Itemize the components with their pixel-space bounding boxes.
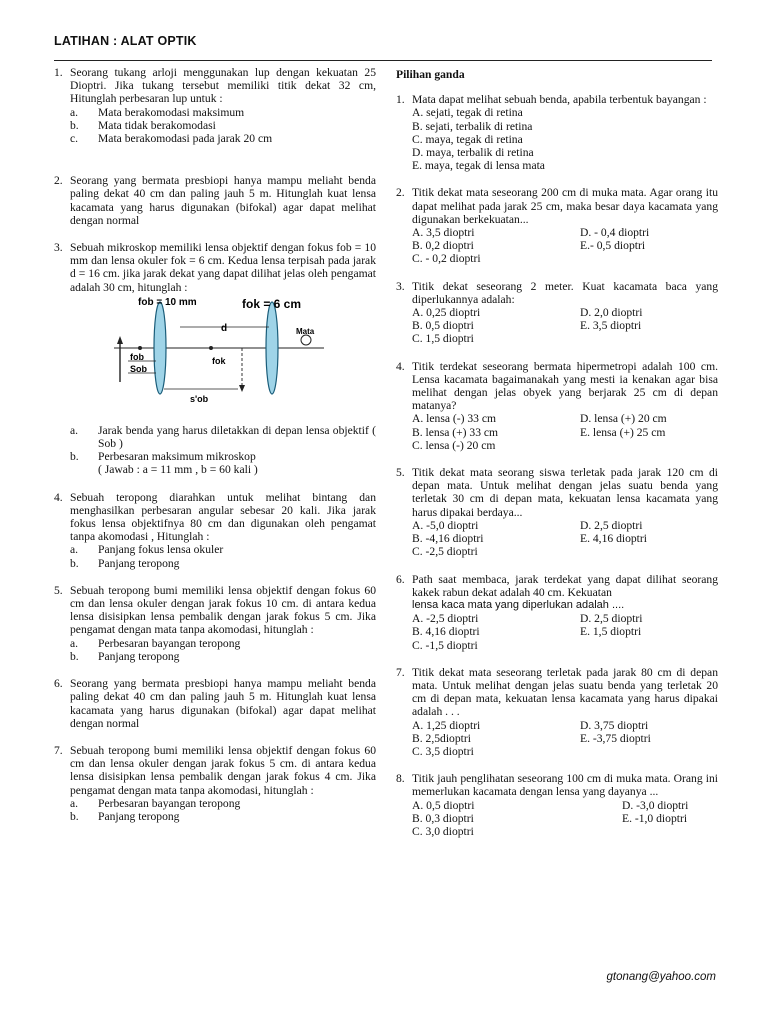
sub-label: b. [70,556,79,570]
microscope-diagram [114,296,334,412]
mc-question-6 [396,573,718,652]
question-text: Titik dekat mata seorang siswa terletak pada jarak 120 cm di depan mata. Untuk melihat dengan jelas suatu benda yang terletak 30 cm di depan mata, kekuatan lensa kacamata yang harus dipakai berdaya... [412,466,718,519]
fob-label: fob = 10 mm [138,296,197,308]
option: D. -3,0 dioptri [622,798,689,812]
essay-question-5 [54,584,376,663]
option: D. 3,75 dioptri [580,718,649,732]
sub-label: b. [70,649,79,663]
option: D. 2,0 dioptri [580,306,643,320]
question-number: 2. [54,174,63,188]
essay-question-3 [54,241,376,477]
image-distance-label: s'ob [190,393,209,404]
question-text: Sebuah teropong diarahkan untuk melihat bintang dan menghasilkan perbesaran angular sebesar 20 kali. Jika jarak fokus lensa objektifnya 80 cm dan digunakan oleh pengamat tanpa akomodasi , Hitunglah : [70,490,376,544]
sub-text: Mata berakomodasi pada jarak 20 cm [98,132,273,146]
d-label: d [221,322,228,334]
sub-text: Panjang teropong [98,649,180,663]
question-number: 1. [54,66,63,79]
mc-question-7 [396,666,718,758]
question-text: Titik dekat seseorang 2 meter. Kuat kacamata baca yang diperlukannya adalah: [412,279,718,306]
option: E. 3,5 dioptri [580,319,642,333]
option: A. lensa (-) 33 cm [412,412,497,426]
sub-text: Panjang teropong [98,809,180,823]
option: C. maya, tegak di retina [412,132,523,146]
sub-label: b. [70,450,79,464]
question-text: Titik jauh penglihatan seseorang 100 cm di muka mata. Orang ini memerlukan kacamata dengan lensa yang dayanya ... [412,772,718,799]
question-number: 5. [54,583,63,597]
sub-text: Mata berakomodasi maksimum [98,105,245,119]
question-number: 6. [396,572,405,586]
sub-label: b. [70,809,79,823]
sub-label: a. [70,636,79,650]
mc-question-1 [396,93,718,172]
essay-question-2 [54,174,376,227]
question-text: Seorang yang bermata presbiopi hanya mampu meliaht benda paling dekat 40 cm dan paling jauh 5 m. Hitunglah kuat lensa kacamata yang harus digunakan (bifokal) agar dapat melihat dengan normal [70,677,376,730]
sub-text: Panjang teropong [98,556,180,570]
eye-icon [301,335,311,345]
option: D. 2,5 dioptri [580,612,643,626]
option: C. 1,5 dioptri [412,332,474,346]
question-number: 4. [54,490,63,504]
sob-label: Sob [130,363,147,374]
option: A. 0,5 dioptri [412,798,475,812]
option: B. -4,16 dioptri [412,532,484,546]
multiple-choice-column [396,66,718,838]
question-text: Titik dekat mata seseorang terletak pada jarak 80 cm di depan mata. Untuk melihat dengan jelas suatu benda yang terletak 20 cm di depan mata, kekuatan lensa kacamata yang harus dipakai adalah . . . [412,665,718,719]
question-number: 2. [396,186,405,200]
question-text: Sebuah teropong bumi memiliki lensa objektif dengan fokus 60 cm dan lensa okuler dengan jarak fokus 10 cm. di antara kedua lensa disisipkan lensa pembalik dengan jarak fokus 5 cm. Jika pengamat dengan mata tanpa akomodasi, hitunglah : [70,583,376,637]
option: D. lensa (+) 20 cm [580,412,667,426]
option: C. 3,5 dioptri [412,744,474,758]
section-heading: Pilihan ganda [396,68,465,81]
question-number: 1. [396,93,405,107]
question-number: 5. [396,466,405,480]
ocular-lens [266,302,278,394]
question-text: Sebuah teropong bumi memiliki lensa objektif dengan fokus 60 cm dan lensa okuler dengan jarak fokus 5 cm. di antara kedua lensa disisipkan lensa pembalik dengan jarak fokus 4 cm. Jika pengamat dengan mata tanpa akomodasi, hitunglah : [70,743,376,797]
essay-question-7 [54,744,376,823]
mc-question-2 [396,186,718,265]
question-number: 3. [396,279,405,293]
option: E. maya, tegak di lensa mata [412,159,545,173]
sub-text: Mata tidak berakomodasi [98,118,216,132]
sub-label: a. [70,105,79,119]
sub-text: Panjang fokus lensa okuler [98,543,224,557]
mc-question-8 [396,772,718,838]
essay-question-6 [54,677,376,730]
option: B. sejati, terbalik di retina [412,119,533,133]
option: C. lensa (-) 20 cm [412,438,496,452]
question-text: Seorang yang bermata presbiopi hanya mampu meliaht benda paling dekat 40 cm dan paling jauh 5 m. Hitunglah kuat lensa kacamata yang harus digunakan (bifokal) agar dapat melihat dengan normal [70,174,376,227]
option: D. 2,5 dioptri [580,518,643,532]
mata-label: Mata [296,326,315,336]
option: E.- 0,5 dioptri [580,239,646,253]
option: A. -2,5 dioptri [412,612,479,626]
option: E. -1,0 dioptri [622,811,688,825]
option: C. - 0,2 dioptri [412,252,481,266]
option: B. 2,5dioptri [412,731,471,745]
question-number: 7. [396,665,405,679]
fok-label: fok = 6 cm [242,296,302,311]
option: E. 1,5 dioptri [580,625,642,639]
question-number: 6. [54,677,63,691]
option: C. -2,5 dioptri [412,545,478,559]
page-title: LATIHAN : ALAT OPTIK [54,34,197,48]
author-email: gtonang@yahoo.com [606,971,716,983]
option: A. 3,5 dioptri [412,226,475,240]
question-text: Mata dapat melihat sebuah benda, apabila terbentuk bayangan : [412,93,707,107]
option: B. 0,3 dioptri [412,811,474,825]
sub-label: b. [70,118,79,132]
sub-text: Perbesaran maksimum mikroskop [98,450,256,464]
question-number: 7. [54,743,63,757]
sub-text: Perbesaran bayangan teropong [98,796,241,810]
option: E. -3,75 dioptri [580,731,651,745]
option: D. - 0,4 dioptri [580,226,650,240]
question-text: Path saat membaca, jarak terdekat yang dapat dilihat seorang kakek rabun dekat adalah 40 cm. Kekuatan [412,572,718,599]
sub-label: a. [70,423,79,437]
mc-question-4 [396,360,718,452]
essay-column [54,66,376,823]
question-number: 4. [396,359,405,373]
question-text: Titik dekat mata seseorang 200 cm di muka mata. Agar orang itu dapat melihat pada jarak 25 cm, maka besar daya kacamata yang digunakan berkekuatan... [412,186,718,226]
question-text: Sebuah mikroskop memiliki lensa objektif dengan fokus fob = 10 mm dan lensa okuler fok = 6 cm. Kedua lensa terpisah pada jarak d = 16 cm. jika jarak dekat yang dapat dilihat jelas oleh pengamat adalah 30 cm, hitunglah : [70,241,376,294]
option: A. -5,0 dioptri [412,518,479,532]
essay-question-4 [54,491,376,570]
fob-mark-label: fob [130,351,144,362]
fok-mark-label: fok [212,355,226,366]
sub-text: Perbesaran bayangan teropong [98,636,241,650]
answer-key: ( Jawab : a = 11 mm , b = 60 kali ) [98,463,258,477]
sub-label: a. [70,796,79,810]
title-divider [54,60,712,61]
question-text: Titik terdekat seseorang bermata hipermetropi adalah 100 cm. Lensa kacamata bagaimanakah yang mesti ia kenakan agar bisa melihat dengan jelas obyek yang berjarak 25 cm di depan matanya? [412,359,718,413]
sub-label: c. [70,132,79,146]
option: E. lensa (+) 25 cm [580,425,666,439]
option: B. 0,5 dioptri [412,319,474,333]
option: A. 1,25 dioptri [412,718,481,732]
option: B. 4,16 dioptri [412,625,480,639]
option: B. 0,2 dioptri [412,239,474,253]
question-number: 8. [396,772,405,786]
option: D. maya, terbalik di retina [412,146,534,160]
sub-text: Jarak benda yang harus diletakkan di depan lensa objektif ( Sob ) [98,423,376,451]
question-text: Seorang tukang arloji menggunakan lup dengan kekuatan 25 Dioptri. Jika tukang tersebut memiliki titik dekat 32 cm, Hitunglah perbesaran lup untuk : [70,66,376,106]
question-text-continued: lensa kaca mata yang diperlukan adalah .... [412,598,625,611]
option: B. lensa (+) 33 cm [412,425,499,439]
mc-question-5 [396,466,718,558]
option: C. 3,0 dioptri [412,824,474,838]
essay-question-1 [54,66,376,145]
option: C. -1,5 dioptri [412,638,478,652]
option: A. 0,25 dioptri [412,306,481,320]
objective-lens [154,302,166,394]
question-number: 3. [54,241,63,255]
sub-label: a. [70,543,79,557]
option: E. 4,16 dioptri [580,532,647,546]
mc-question-3 [396,280,718,346]
option: A. sejati, tegak di retina [412,106,523,120]
